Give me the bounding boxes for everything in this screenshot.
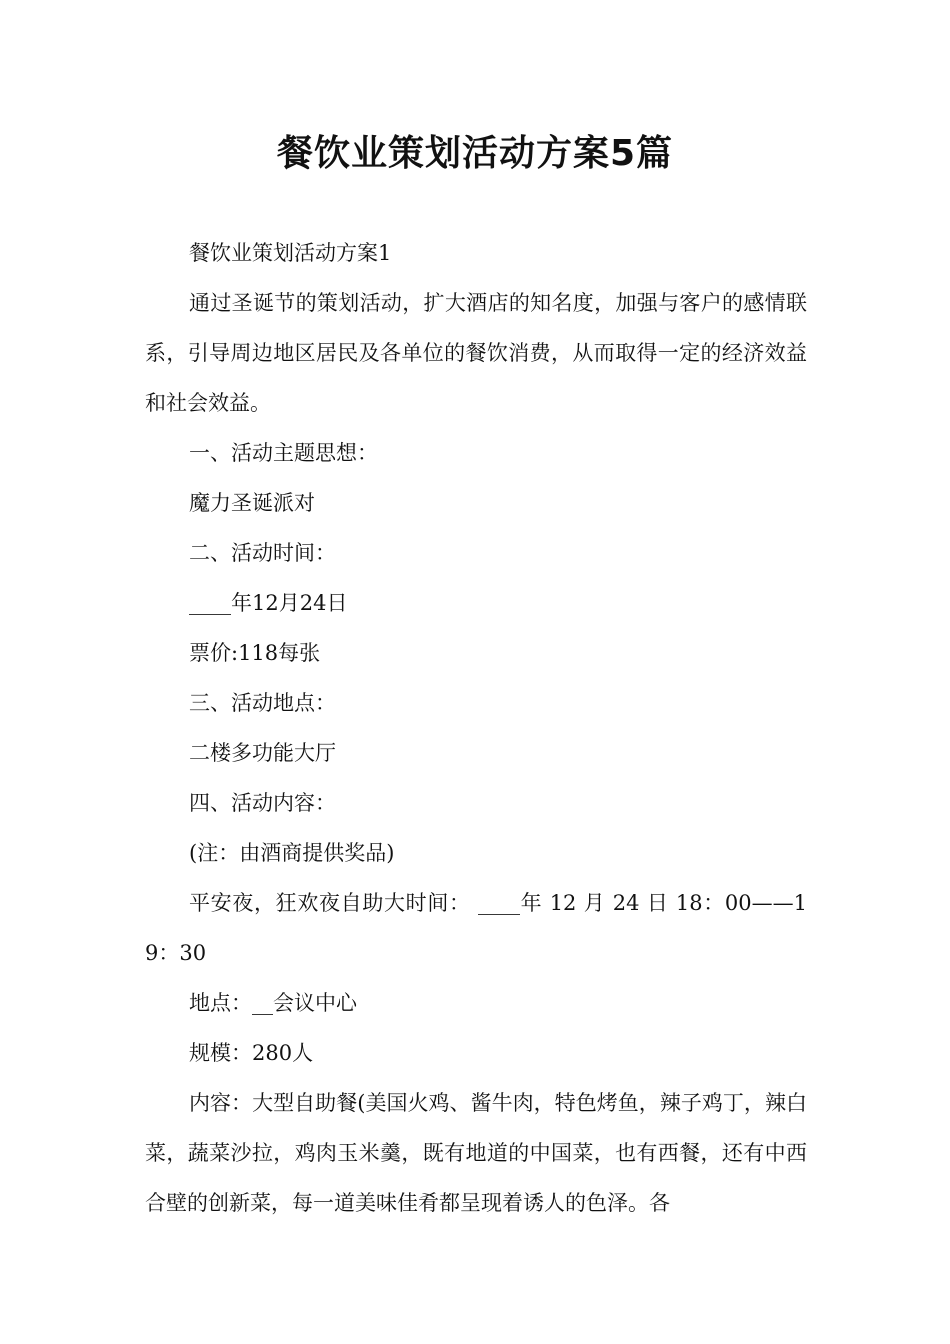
time-value: ____年12月24日 <box>189 591 348 615</box>
document-body <box>145 228 807 1228</box>
section-heading-plan-1: 餐饮业策划活动方案1 <box>189 241 392 265</box>
heading-theme: 一、活动主题思想： <box>189 441 378 465</box>
theme-value: 魔力圣诞派对 <box>189 491 315 515</box>
document-title: 餐饮业策划活动方案5篇 <box>276 133 674 174</box>
heading-time: 二、活动时间： <box>189 541 336 565</box>
ticket-price: 票价:118每张 <box>189 641 321 665</box>
heading-location: 三、活动地点： <box>189 691 336 715</box>
scale: 规模：280人 <box>189 1041 314 1065</box>
venue: 地点：__会议中心 <box>189 991 357 1015</box>
buffet-content: 内容：大型自助餐(美国火鸡、酱牛肉，特色烤鱼，辣子鸡丁，辣白菜，蔬菜沙拉，鸡肉玉米羹，既有地道的中国菜，也有西餐，还有中西合壁的创新菜，每一道美味佳肴都呈现着诱人的色泽。各 <box>145 1091 807 1215</box>
christmas-eve-time: 平安夜，狂欢夜自助大时间： ____年 12 月 24 日 18：00——19：30 <box>145 891 807 965</box>
location-value: 二楼多功能大厅 <box>189 741 336 765</box>
intro-paragraph: 通过圣诞节的策划活动，扩大酒店的知名度，加强与客户的感情联系，引导周边地区居民及各单位的餐饮消费，从而取得一定的经济效益和社会效益。 <box>145 291 807 415</box>
note-prizes: (注：由酒商提供奖品) <box>189 841 395 865</box>
heading-content: 四、活动内容： <box>189 791 336 815</box>
